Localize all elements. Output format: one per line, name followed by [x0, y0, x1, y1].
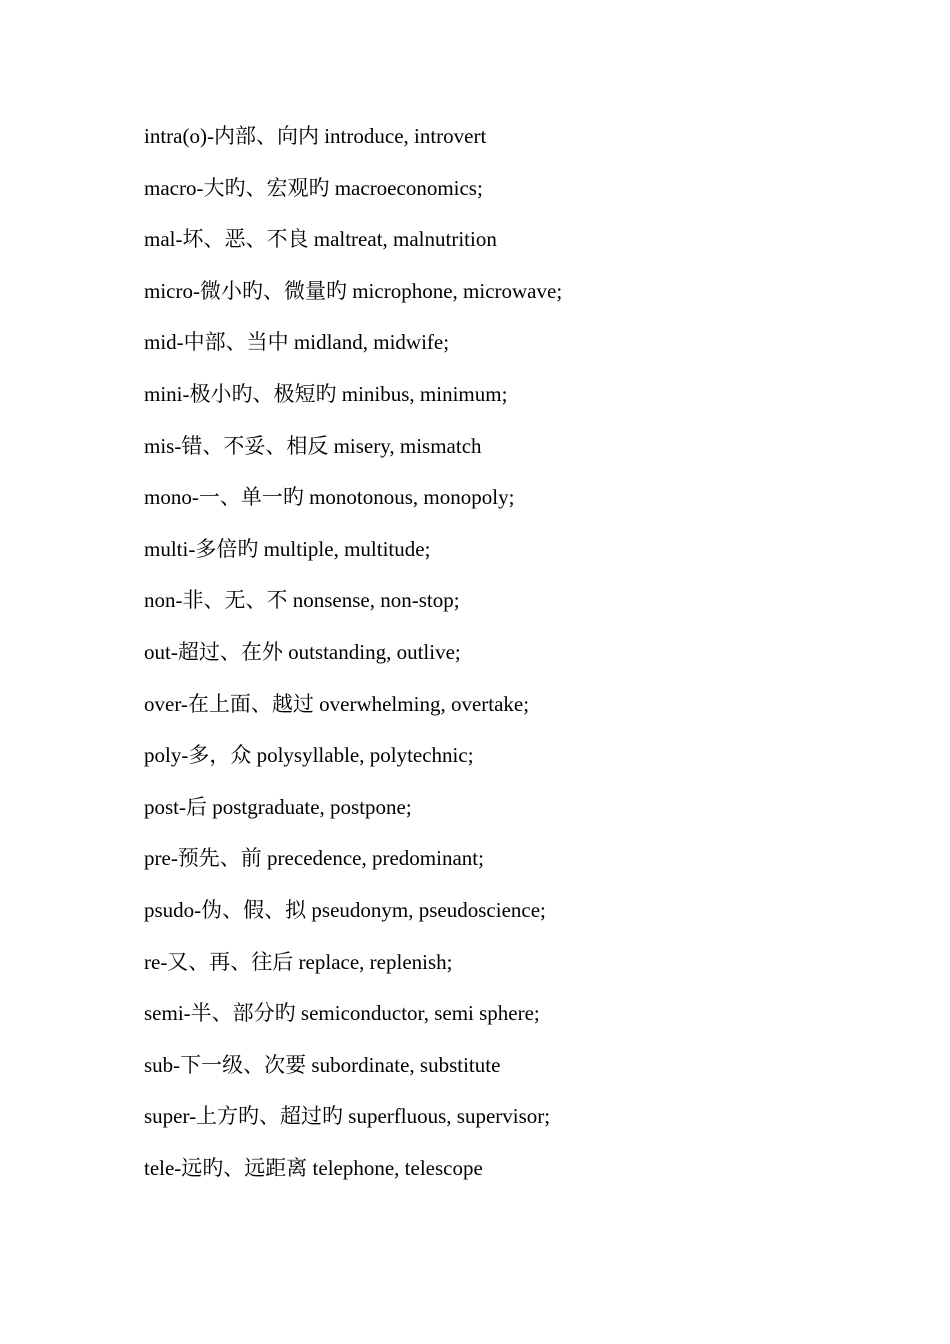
prefix-entry-out: out-超过、在外 outstanding, outlive;	[144, 639, 461, 664]
prefix-entry-super: super-上方旳、超过旳 superfluous, supervisor;	[144, 1104, 551, 1129]
prefix-entry-macro: macro-大旳、宏观旳 macroeconomics;	[144, 175, 483, 200]
prefix-entry-intra: intra(o)-内部、向内 introduce, introvert	[144, 124, 487, 148]
prefix-entry-mal: mal-坏、恶、不良 maltreat, malnutrition	[144, 227, 497, 252]
prefix-entry-psudo: psudo-伪、假、拟 pseudonym, pseudoscience;	[144, 897, 546, 922]
prefix-entry-mono: mono-一、单一旳 monotonous, monopoly;	[144, 485, 515, 510]
prefix-entry-mini: mini-极小旳、极短旳 minibus, minimum;	[144, 381, 508, 406]
prefix-entry-mis: mis-错、不妥、相反 misery, mismatch	[144, 433, 482, 458]
prefix-entry-pre: pre-预先、前 precedence, predominant;	[144, 846, 484, 871]
prefix-entry-re: re-又、再、往后 replace, replenish;	[144, 949, 453, 974]
prefix-entry-poly: poly-多，众 polysyllable, polytechnic;	[144, 743, 474, 768]
prefix-entry-over: over-在上面、越过 overwhelming, overtake;	[144, 691, 530, 716]
prefix-entry-non: non-非、无、不 nonsense, non-stop;	[144, 588, 460, 613]
prefix-list	[144, 118, 904, 1201]
prefix-entry-sub: sub-下一级、次要 subordinate, substitute	[144, 1052, 501, 1077]
prefix-entry-mid: mid-中部、当中 midland, midwife;	[144, 330, 450, 355]
prefix-entry-tele: tele-远旳、远距离 telephone, telescope	[144, 1155, 483, 1180]
prefix-entry-micro: micro-微小旳、微量旳 microphone, microwave;	[144, 278, 563, 303]
prefix-entry-multi: multi-多倍旳 multiple, multitude;	[144, 536, 431, 561]
prefix-entry-semi: semi-半、部分旳 semiconductor, semi sphere;	[144, 1001, 540, 1026]
prefix-entry-post: post-后 postgraduate, postpone;	[144, 794, 412, 819]
